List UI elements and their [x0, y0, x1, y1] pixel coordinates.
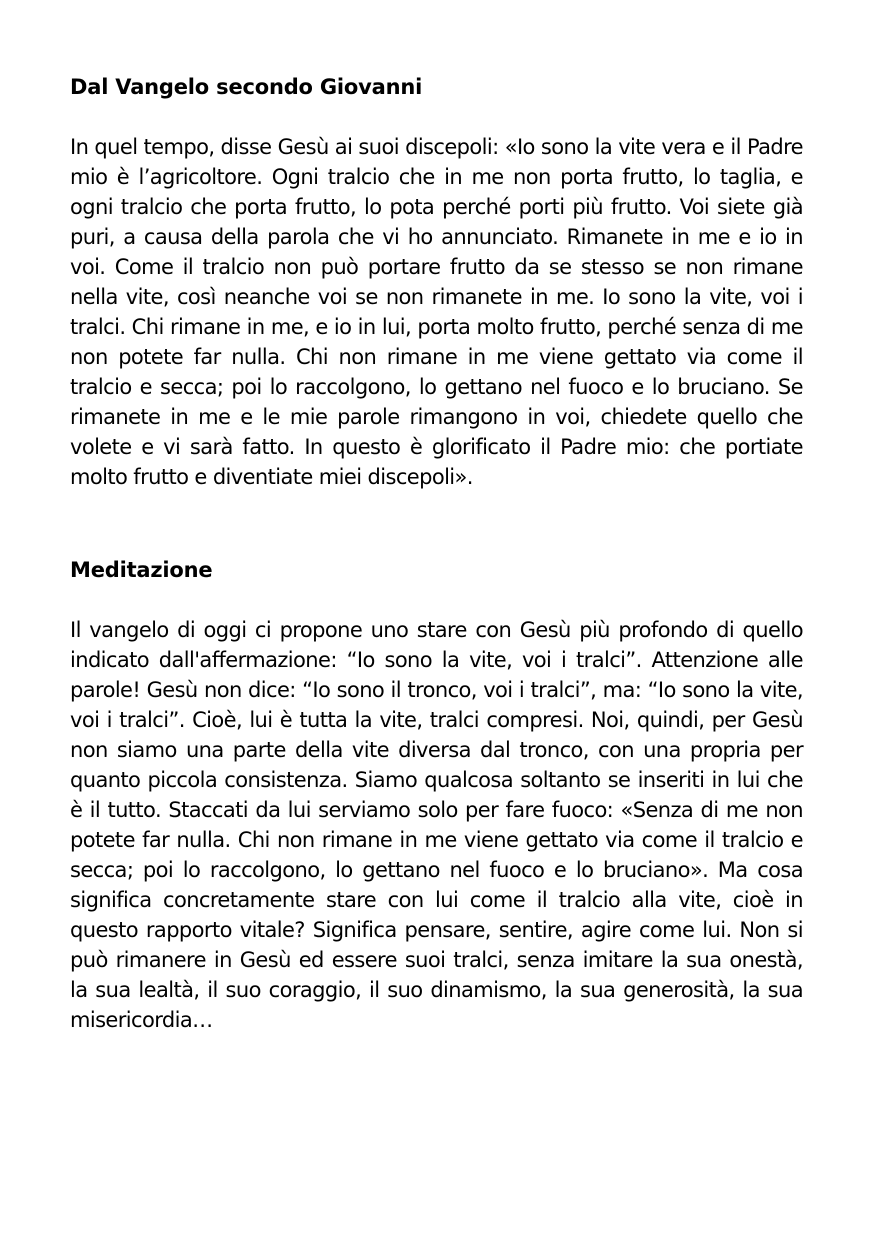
gospel-heading: Dal Vangelo secondo Giovanni [70, 75, 423, 99]
gospel-text: In quel tempo, disse Gesù ai suoi discepoli: «Io sono la vite vera e il Padre mio è l’agricoltore. Ogni tralcio che in me non porta frutto, lo taglia, e ogni tralcio che porta frutto, lo pota perché porti più frutto. Voi siete già puri, a causa della parola che vi ho annunciato. Rimanete in me e io in voi. Come il tralcio non può portare frutto da se stesso se non rimane nella vite, così neanche voi se non rimanete in me. Io sono la vite, voi i tralci. Chi rimane in me, e io in lui, porta molto frutto, perché senza di me non potete far nulla. Chi non rimane in me viene gettato via come il tralcio e secca; poi lo raccolgono, lo gettano nel fuoco e lo bruciano. Se rimanete in me e le mie parole rimangono in voi, chiedete quello che volete e vi sarà fatto. In questo è glorificato il Padre mio: che portiate molto frutto e diventiate miei discepoli». [70, 135, 803, 489]
meditation-text: Il vangelo di oggi ci propone uno stare con Gesù più profondo di quello indicato dall'affermazione: “Io sono la vite, voi i tralci”. Attenzione alle parole! Gesù non dice: “Io sono il tronco, voi i tralci”, ma: “Io sono la vite, voi i tralci”. Cioè, lui è tutta la vite, tralci compresi. Noi, quindi, per Gesù non siamo una parte della vite diversa dal tronco, con una propria per quanto piccola consistenza. Siamo qualcosa soltanto se inseriti in lui che è il tutto. Staccati da lui serviamo solo per fare fuoco: «Senza di me non potete far nulla. Chi non rimane in me viene gettato via come il tralcio e secca; poi lo raccolgono, lo gettano nel fuoco e lo bruciano». Ma cosa significa concretamente stare con lui come il tralcio alla vite, cioè in questo rapporto vitale? Significa pensare, sentire, agire come lui. Non si può rimanere in Gesù ed essere suoi tralci, senza imitare la sua onestà, la sua lealtà, il suo coraggio, il suo dinamismo, la sua generosità, la sua misericordia… [70, 618, 803, 1032]
meditation-heading: Meditazione [70, 558, 213, 582]
